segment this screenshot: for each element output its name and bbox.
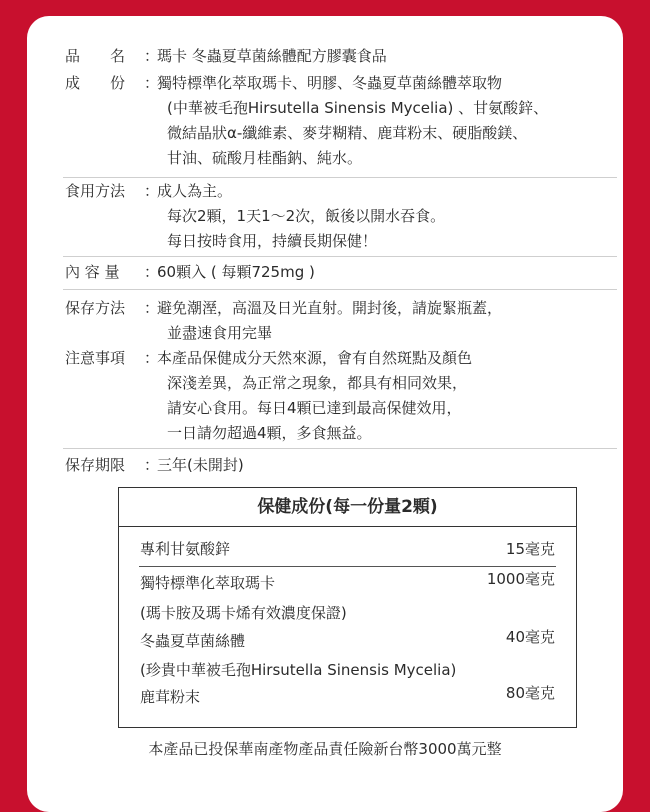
notes-label: 注意事項 [65, 349, 126, 367]
ingredients-line: (中華被毛孢Hirsutella Sinensis Mycelia) 、甘氨酸鋅、 [167, 99, 549, 117]
table-row [140, 602, 555, 624]
name-value: 瑪卡 冬蟲夏草菌絲體配方膠囊食品 [157, 47, 387, 65]
table-row [140, 686, 555, 708]
divider [63, 256, 617, 257]
notes-line: 一日請勿超過4顆，多食無益。 [167, 424, 372, 442]
table-title: 保健成份(每一份量2顆) [119, 488, 576, 527]
ingredients-line: 微結晶狀α-纖維素、麥芽糊精、鹿茸粉末、硬脂酸鎂、 [167, 124, 528, 142]
colon: ： [144, 74, 160, 92]
table-cell-name: 專利甘氨酸鋅 [140, 540, 231, 558]
table-cell-amount: 40毫克 [505, 628, 555, 646]
ingredients-line: 甘油、硫酸月桂酯鈉、純水。 [167, 149, 363, 167]
table-divider [139, 566, 556, 567]
table-cell-amount: 80毫克 [505, 684, 555, 702]
table-cell-name: 鹿茸粉末 [140, 688, 201, 706]
nutrition-table [118, 487, 577, 728]
table-row [140, 630, 555, 652]
notes-line: 請安心食用。每日4顆已達到最高保健效用， [167, 399, 462, 417]
shelf-label: 保存期限 [65, 456, 126, 474]
usage-line: 每次2顆，1天1～2次，飯後以開水吞食。 [167, 207, 446, 225]
colon: ： [144, 349, 160, 367]
product-label-card [27, 16, 623, 812]
divider [63, 177, 617, 178]
table-row [140, 572, 555, 594]
insurance-note: 本產品已投保華南產物產品責任險新台幣3000萬元整 [148, 740, 502, 758]
notes-line: 本產品保健成分天然來源，會有自然斑點及顏色 [157, 349, 473, 367]
ingredients-line: 獨特標準化萃取瑪卡、明膠、冬蟲夏草菌絲體萃取物 [157, 74, 503, 92]
usage-label: 食用方法 [65, 182, 126, 200]
table-cell-name: 冬蟲夏草菌絲體 [140, 632, 246, 650]
divider [63, 289, 617, 290]
table-cell-amount: 15毫克 [505, 540, 555, 558]
colon: ： [144, 263, 160, 281]
content-value: 60顆入 ( 每顆725mg ) [157, 263, 315, 281]
colon: ： [144, 456, 160, 474]
table-cell-name: (瑪卡胺及瑪卡烯有效濃度保證) [140, 604, 347, 622]
notes-line: 深淺差異，為正常之現象，都具有相同效果， [167, 374, 468, 392]
colon: ： [144, 182, 160, 200]
table-cell-name: (珍貴中華被毛孢Hirsutella Sinensis Mycelia) [140, 661, 457, 679]
colon: ： [144, 47, 160, 65]
table-row [140, 538, 555, 560]
content-label: 內 容 量 [65, 263, 120, 281]
usage-line: 每日按時食用，持續長期保健！ [167, 232, 378, 250]
storage-label: 保存方法 [65, 299, 126, 317]
storage-line: 避免潮溼，高溫及日光直射。開封後，請旋緊瓶蓋， [157, 299, 503, 317]
storage-line: 並盡速食用完畢 [167, 324, 273, 342]
shelf-value: 三年(未開封) [157, 456, 244, 474]
colon: ： [144, 299, 160, 317]
table-row [140, 659, 555, 681]
divider [63, 448, 617, 449]
usage-line: 成人為主。 [157, 182, 233, 200]
ingredients-label: 成 份 [65, 74, 126, 92]
table-cell-amount: 1000毫克 [486, 570, 555, 588]
table-cell-name: 獨特標準化萃取瑪卡 [140, 574, 276, 592]
name-label: 品 名 [65, 47, 126, 65]
